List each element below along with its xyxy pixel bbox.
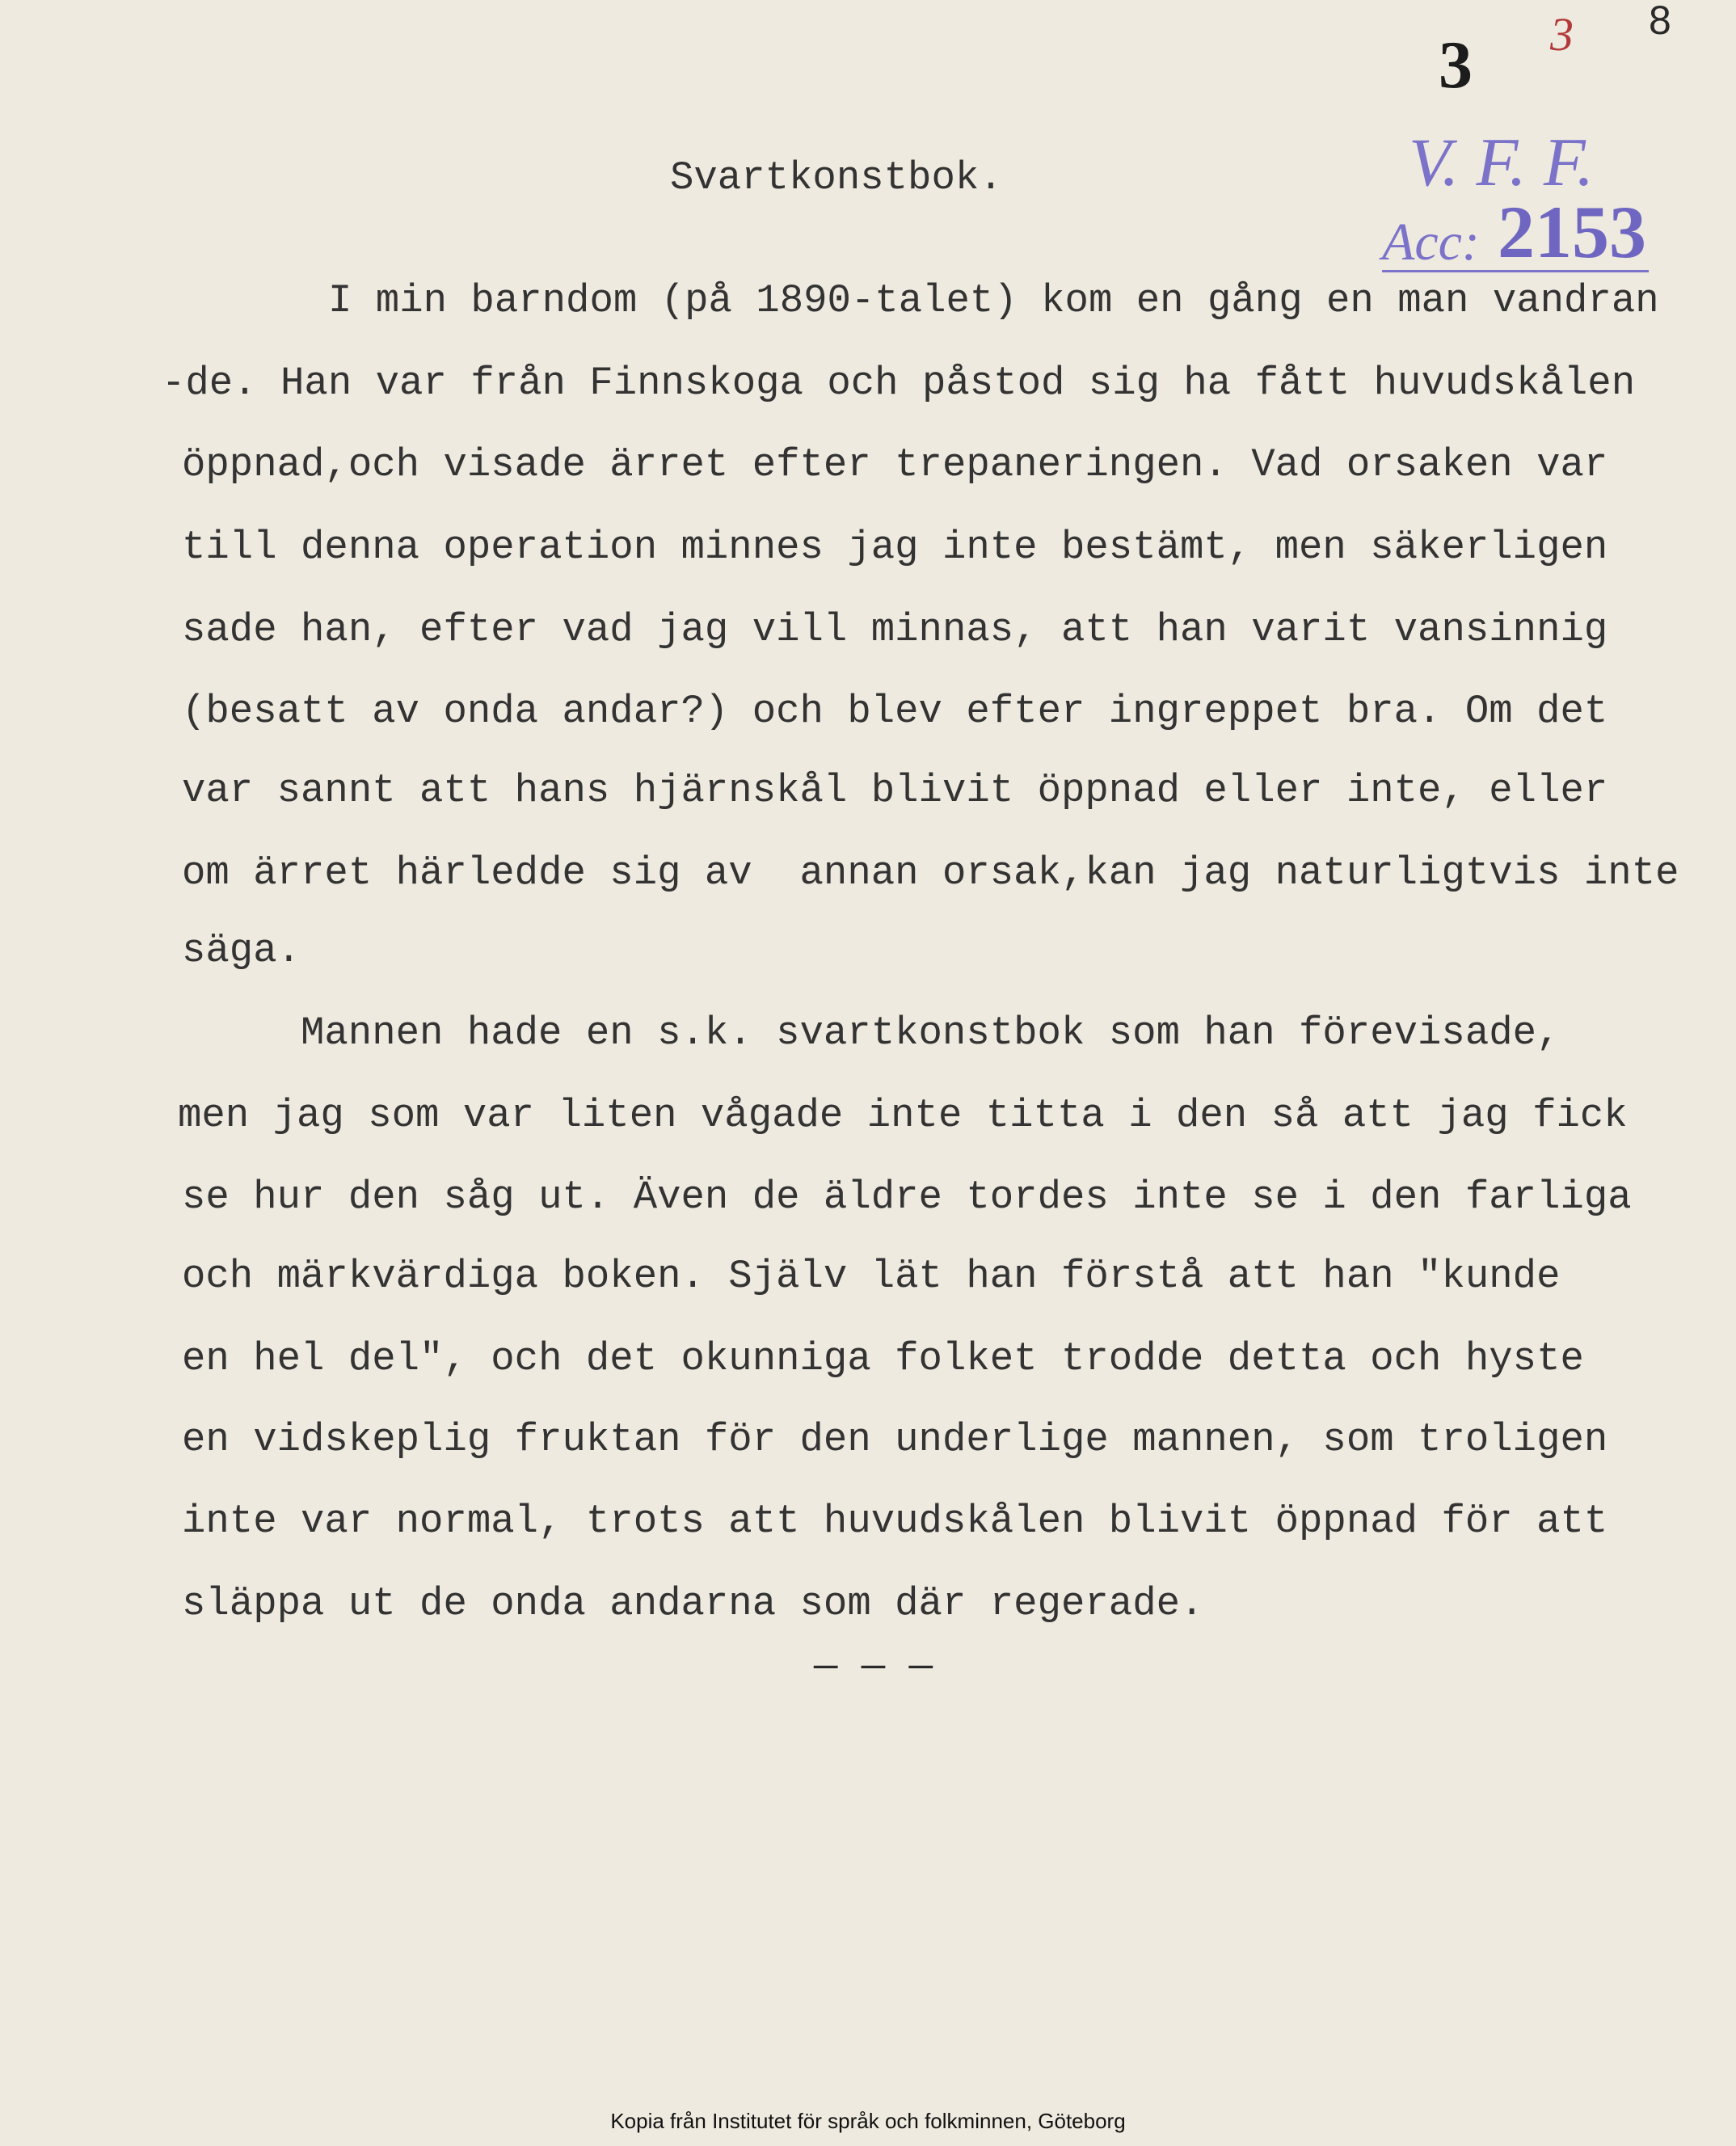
paragraph-1-line-6: (besatt av onda andar?) och blev efter ingreppet bra. Om det <box>182 689 1608 734</box>
stamp-initials: V. F. F. <box>1409 124 1595 200</box>
stamp-underline <box>1382 270 1649 272</box>
paragraph-2-line-2: men jag som var liten vågade inte titta i den så att jag fick <box>178 1093 1628 1138</box>
paragraph-2-line-6: en vidskeplig fruktan för den underlige mannen, som troligen <box>182 1417 1608 1462</box>
paragraph-1-line-7: var sannt att hans hjärnskål blivit öppnad eller inte, eller <box>182 768 1608 813</box>
paragraph-1-line-3: öppnad,och visade ärret efter trepaneringen. Vad orsaken var <box>182 442 1608 487</box>
stamp-acc-number: 2153 <box>1498 191 1646 273</box>
paragraph-1-line-2: -de. Han var från Finnskoga och påstod sig ha fått huvudskålen <box>162 360 1636 406</box>
paragraph-1-line-9: säga. <box>182 928 301 973</box>
paragraph-2-line-1: Mannen hade en s.k. svartkonstbok som han förevisade, <box>301 1010 1561 1056</box>
archive-footer: Kopia från Institutet för språk och folkminnen, Göteborg <box>610 2109 1126 2133</box>
document-title: Svartkonstbok. <box>670 155 1003 200</box>
paragraph-2-line-8: släppa ut de onda andarna som där regerade. <box>182 1581 1204 1626</box>
stamp-acc-label: Acc: <box>1382 213 1480 272</box>
paragraph-2-line-5: en hel del", och det okunniga folket trodde detta och hyste <box>182 1336 1584 1381</box>
end-mark: — — — <box>814 1644 933 1689</box>
paragraph-1-line-4: till denna operation minnes jag inte bestämt, men säkerligen <box>182 525 1608 570</box>
paragraph-2-line-7: inte var normal, trots att huvudskålen blivit öppnad för att <box>182 1499 1608 1544</box>
paragraph-2-line-4: och märkvärdiga boken. Själv lät han förstå att han "kunde <box>182 1254 1561 1299</box>
paragraph-2-line-3: se hur den såg ut. Även de äldre tordes inte se i den farliga <box>182 1174 1632 1220</box>
red-handwritten-number: 3 <box>1550 8 1574 61</box>
corner-number: 8 <box>1649 0 1671 43</box>
page-number: 3 <box>1439 27 1473 103</box>
paragraph-1-line-5: sade han, efter vad jag vill minnas, att han varit vansinnig <box>182 607 1608 652</box>
paragraph-1-line-1: I min barndom (på 1890-talet) kom en gång en man vandran <box>328 278 1659 323</box>
paragraph-1-line-8: om ärret härledde sig av annan orsak,kan jag naturligtvis inte <box>182 850 1679 896</box>
